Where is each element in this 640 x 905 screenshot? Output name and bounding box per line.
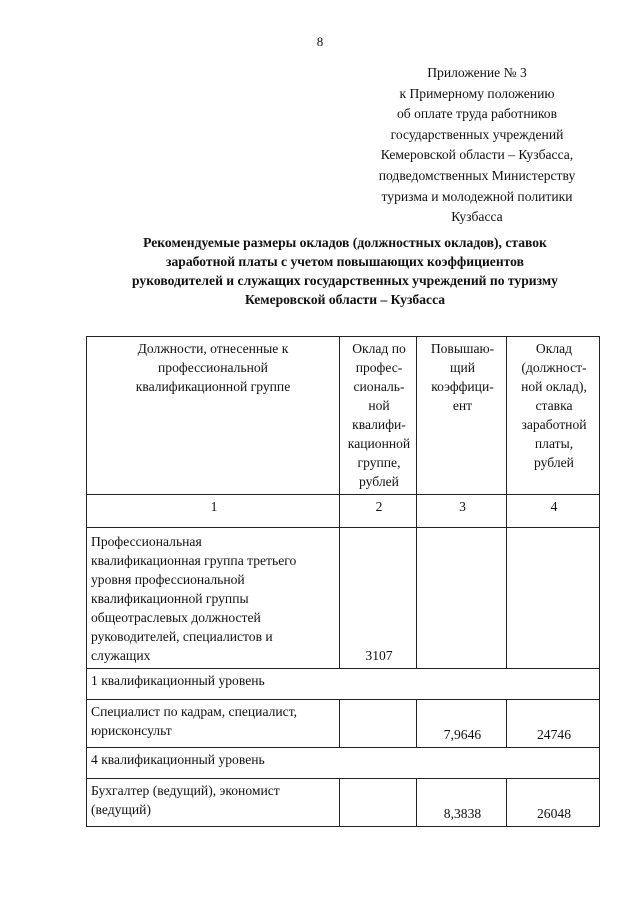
header-text: профес- [355,360,403,375]
header-text: группе, [357,455,401,470]
empty-cell [340,779,417,827]
header-base-salary [340,337,417,495]
group-name-line: руководителей, специалистов и [91,629,273,644]
header-text: ставка [535,398,573,413]
column-number: 3 [417,495,507,528]
column-number: 1 [87,495,340,528]
title-line: заработной платы с учетом повышающих коэффициентов [166,254,524,269]
group-name-line: квалификационная группа третьего [91,553,297,568]
appendix-line: государственных учреждений [390,126,564,142]
appendix-line: об оплате труда работников [396,106,558,122]
group-name-line: общеотраслевых должностей [91,610,261,625]
group-name-line: квалификационной группы [91,591,249,606]
position-line: юрисконсульт [91,723,172,738]
header-text: Оклад по [352,341,406,356]
appendix-line: Кузбасса [451,209,503,225]
empty-cell [340,700,417,748]
header-position [87,337,340,495]
level-row [87,669,600,700]
column-number-row [87,495,600,528]
group-name-line: уровня профессиональной [91,572,245,587]
column-number: 2 [340,495,417,528]
salary-value: 26048 [507,779,600,827]
appendix-note [362,63,592,228]
position-row [87,779,600,827]
salary-table [86,336,600,827]
document-title [90,233,600,309]
header-text: кационной [347,436,411,451]
level-label: 1 квалификационный уровень [87,669,600,700]
group-name-line: служащих [91,648,151,663]
position-line: Бухгалтер (ведущий), экономист [91,783,280,798]
header-text: ент [452,398,473,413]
header-text: квалифи- [352,417,406,432]
header-coefficient [417,337,507,495]
appendix-line: туризма и молодежной политики [381,188,573,204]
coefficient-value: 7,9646 [417,700,507,748]
level-row [87,748,600,779]
title-line: Кемеровской области – Кузбасса [244,292,446,307]
position-row [87,700,600,748]
header-text: ной оклад), [521,379,587,394]
empty-cell [417,528,507,669]
header-text: (должност- [521,360,587,375]
header-text: коэффици- [431,379,494,394]
appendix-line: к Примерному положению [399,85,555,101]
group-name [87,528,340,669]
header-text: рублей [359,474,399,489]
group-base-salary: 3107 [340,528,417,669]
position-name [87,700,340,748]
header-text: Оклад [535,341,573,356]
page-number: 8 [316,34,324,49]
header-text: квалификационной группе [135,379,291,394]
header-text: заработной [521,417,587,432]
position-line: (ведущий) [91,802,151,817]
level-label: 4 квалификационный уровень [87,748,600,779]
salary-value: 24746 [507,700,600,748]
column-number: 4 [507,495,600,528]
header-text: щий [449,360,476,375]
empty-cell [507,528,600,669]
position-name [87,779,340,827]
header-text: платы, [534,436,574,451]
title-line: Рекомендуемые размеры окладов (должностных окладов), ставок [143,235,547,250]
appendix-line: Приложение № 3 [427,65,527,80]
appendix-line: Кемеровской области – Кузбасса, [380,147,574,163]
header-text: профессиональной [158,360,268,375]
header-text: Должности, отнесенные к [137,341,289,356]
appendix-line: подведомственных Министерству [378,167,576,183]
header-text: ной [368,398,390,413]
title-line: руководителей и служащих государственных учреждений по туризму [132,273,558,288]
position-line: Специалист по кадрам, специалист, [91,704,298,719]
table-header-row [87,337,600,495]
group-name-line: Профессиональная [91,534,202,549]
coefficient-value: 8,3838 [417,779,507,827]
header-text: рублей [534,455,574,470]
header-text: Повышаю- [430,341,495,356]
group-row [87,528,600,669]
header-salary [507,337,600,495]
header-text: сиональ- [353,379,405,394]
